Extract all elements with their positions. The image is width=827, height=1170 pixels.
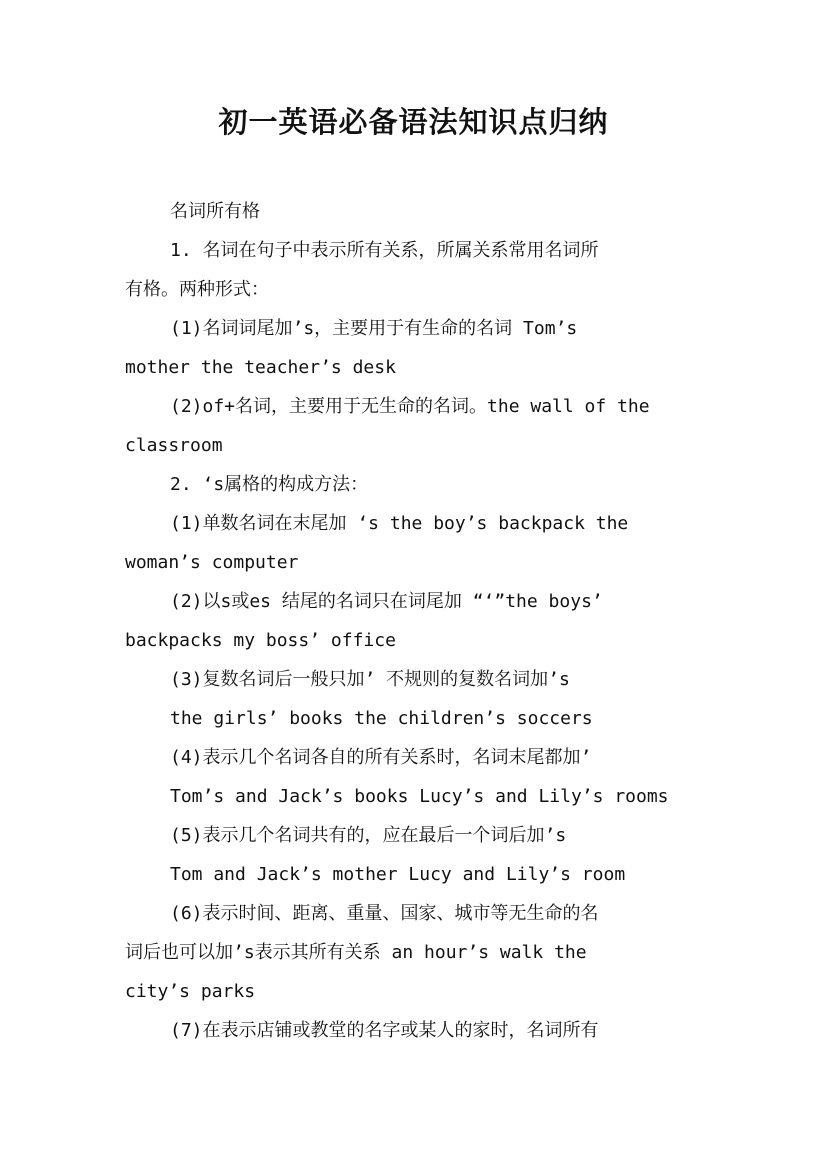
paragraph-line: Tom and Jack’s mother Lucy and Lily’s room bbox=[170, 864, 626, 885]
paragraph-line: classroom bbox=[125, 435, 223, 456]
document-body bbox=[125, 192, 705, 1050]
paragraph-line: the girls’ books the children’s soccers bbox=[170, 708, 593, 729]
paragraph-line: (5)表示几个名词共有的，应在最后一个词后加’s bbox=[170, 825, 567, 846]
paragraph-line: (7)在表示店铺或教堂的名字或某人的家时，名词所有 bbox=[170, 1020, 599, 1041]
paragraph-line: Tom’s and Jack’s books Lucy’s and Lily’s rooms bbox=[170, 786, 669, 807]
paragraph-line: 词后也可以加’s表示其所有关系 an hour’s walk the bbox=[125, 942, 587, 963]
paragraph-line: backpacks my boss’ office bbox=[125, 630, 396, 651]
paragraph-line: (3)复数名词后一般只加’ 不规则的复数名词加’s bbox=[170, 669, 570, 690]
paragraph-line: (4)表示几个名词各自的所有关系时，名词末尾都加’ bbox=[170, 747, 592, 768]
paragraph-line: 有格。两种形式： bbox=[125, 279, 269, 300]
paragraph-line: woman’s computer bbox=[125, 552, 299, 573]
document-title: 初一英语必备语法知识点归纳 bbox=[218, 105, 609, 139]
paragraph-line: mother the teacher’s desk bbox=[125, 357, 396, 378]
paragraph-line: city’s parks bbox=[125, 981, 256, 1002]
paragraph-line: (1)单数名词在末尾加 ‘s the boy’s backpack the bbox=[170, 513, 629, 534]
paragraph-line: (6)表示时间、距离、重量、国家、城市等无生命的名 bbox=[170, 903, 599, 924]
paragraph-line: (2)以s或es 结尾的名词只在词尾加 “‘”the boys’ bbox=[170, 591, 603, 612]
paragraph-line: (2)of+名词，主要用于无生命的名词。the wall of the bbox=[170, 396, 650, 417]
paragraph-line: 2. ‘s属格的构成方法： bbox=[170, 474, 369, 495]
section-heading: 名词所有格 bbox=[170, 201, 260, 222]
paragraph-line: (1)名词词尾加’s，主要用于有生命的名词 Tom’s bbox=[170, 318, 578, 339]
paragraph-line: 1. 名词在句子中表示所有关系，所属关系常用名词所 bbox=[170, 240, 599, 261]
